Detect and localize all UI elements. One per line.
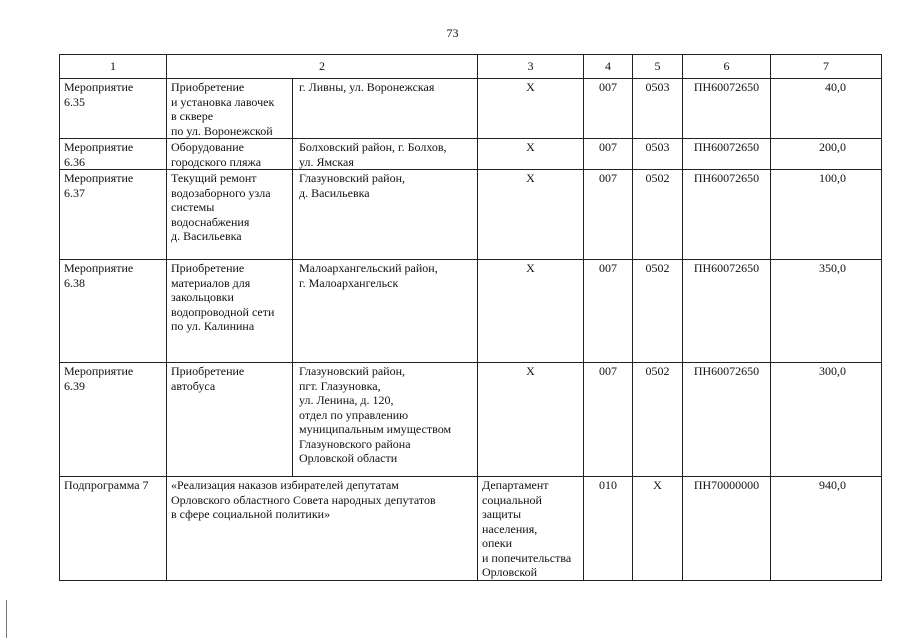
- subprogram-row: [60, 477, 882, 581]
- activity-cell: Мероприятие 6.39: [60, 363, 167, 477]
- col3-cell: X: [478, 260, 584, 363]
- page-number: 73: [446, 26, 459, 40]
- amount-cell: 100,0: [771, 170, 882, 260]
- amount-cell: 40,0: [771, 79, 882, 139]
- table-row: [60, 260, 882, 363]
- amount-cell: 350,0: [771, 260, 882, 363]
- subprogram-label: Подпрограмма 7: [60, 477, 167, 581]
- activity-location: Глазуновский район, д. Васильевка: [299, 171, 406, 200]
- budget-table: [59, 54, 882, 581]
- activity-name: Приобретение и установка лавочек в сквере по ул. Воронежской: [167, 79, 293, 138]
- table-row: [60, 170, 882, 260]
- col5-cell: 0503: [633, 139, 683, 170]
- col6-cell: ПН60072650: [683, 79, 771, 139]
- activity-cell: Мероприятие 6.35: [60, 79, 167, 139]
- col5-cell: 0502: [633, 363, 683, 477]
- header-cell: 1: [60, 55, 167, 79]
- activity-cell: Мероприятие 6.38: [60, 260, 167, 363]
- amount-cell: 300,0: [771, 363, 882, 477]
- col6-cell: ПН60072650: [683, 260, 771, 363]
- amount-cell: 940,0: [771, 477, 882, 581]
- activity-name: Оборудование городского пляжа: [167, 139, 293, 169]
- col5-cell: 0503: [633, 79, 683, 139]
- header-cell: 7: [771, 55, 882, 79]
- col4-cell: 010: [584, 477, 633, 581]
- table-row: [60, 363, 882, 477]
- activity-location: г. Ливны, ул. Воронежская: [299, 80, 435, 94]
- header-cell: 6: [683, 55, 771, 79]
- col4-cell: 007: [584, 139, 633, 170]
- col3-cell: Департамент социальной защиты населения, опеки и попечительства Орловской: [478, 477, 584, 581]
- activity-description-cell: [167, 363, 478, 477]
- header-cell: 2: [167, 55, 478, 79]
- activity-cell: Мероприятие 6.36: [60, 139, 167, 170]
- col4-cell: 007: [584, 170, 633, 260]
- activity-location: Болховский район, г. Болхов, ул. Ямская: [299, 140, 447, 169]
- header-cell: 5: [633, 55, 683, 79]
- col4-cell: 007: [584, 79, 633, 139]
- activity-name: Приобретение материалов для закольцовки водопроводной сети по ул. Калинина: [167, 260, 293, 362]
- activity-description-cell: [167, 139, 478, 170]
- activity-description-cell: [167, 170, 478, 260]
- col3-cell: X: [478, 170, 584, 260]
- col4-cell: 007: [584, 260, 633, 363]
- activity-description-cell: [167, 79, 478, 139]
- col3-cell: X: [478, 139, 584, 170]
- col5-cell: 0502: [633, 260, 683, 363]
- col6-cell: ПН70000000: [683, 477, 771, 581]
- subprogram-title: «Реализация наказов избирателей депутатам Орловского областного Совета народных депутатов в сфере социальной политики»: [167, 477, 478, 581]
- activity-location: Малоархангельский район, г. Малоархангельск: [299, 261, 438, 290]
- col6-cell: ПН60072650: [683, 363, 771, 477]
- col4-cell: 007: [584, 363, 633, 477]
- col6-cell: ПН60072650: [683, 139, 771, 170]
- col5-cell: 0502: [633, 170, 683, 260]
- col3-cell: X: [478, 79, 584, 139]
- activity-cell: Мероприятие 6.37: [60, 170, 167, 260]
- header-cell: 3: [478, 55, 584, 79]
- scan-edge-line: [6, 600, 7, 638]
- activity-description-cell: [167, 260, 478, 363]
- activity-name: Текущий ремонт водозаборного узла системы водоснабжения д. Васильевка: [167, 170, 293, 259]
- amount-cell: 200,0: [771, 139, 882, 170]
- table-row: [60, 79, 882, 139]
- col6-cell: ПН60072650: [683, 170, 771, 260]
- activity-name: Приобретение автобуса: [167, 363, 293, 476]
- table-row: [60, 139, 882, 170]
- header-cell: 4: [584, 55, 633, 79]
- table-header-row: [60, 55, 882, 79]
- activity-location: Глазуновский район, пгт. Глазуновка, ул. Ленина, д. 120, отдел по управлению муниципальным имуществом Глазуновского района Орловской области: [299, 364, 452, 465]
- col3-cell: X: [478, 363, 584, 477]
- col5-cell: X: [633, 477, 683, 581]
